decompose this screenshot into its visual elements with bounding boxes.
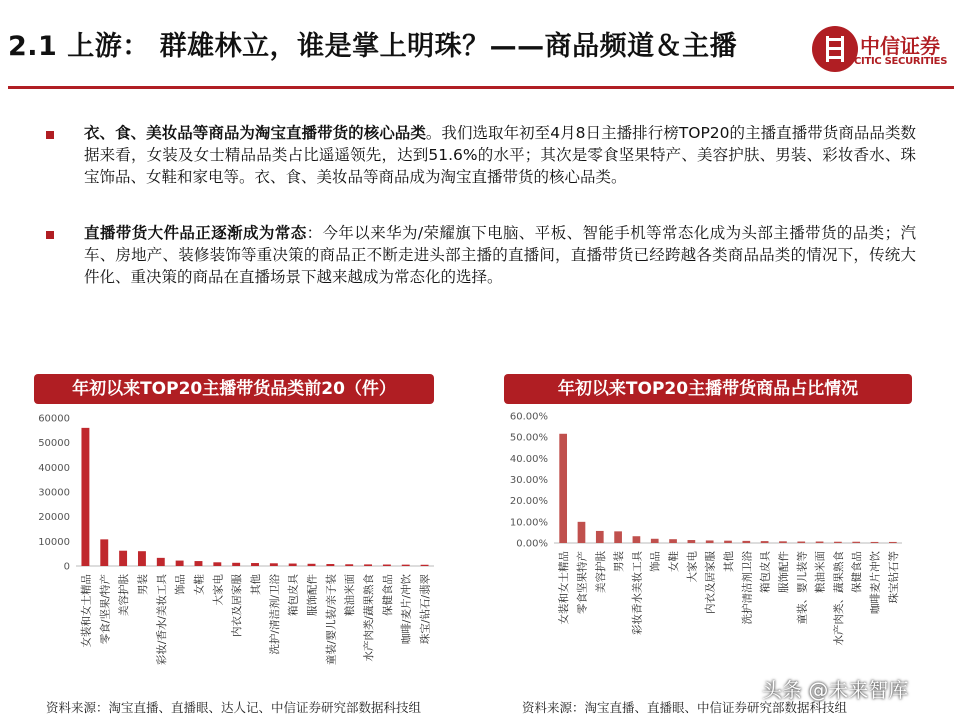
y-tick-label: 60000	[38, 413, 70, 425]
bar-2	[578, 522, 586, 543]
y-tick-label: 10000	[38, 536, 70, 548]
bar-17	[383, 565, 391, 566]
bar-17	[852, 542, 860, 543]
category-label: 美容护肤	[594, 551, 607, 593]
category-label: 零食/坚果/特产	[99, 574, 112, 645]
bullet-1-text: 。我们选取年初至4月8日主播排行榜TOP20的主播直播带货商品品类数据来看，女装及女士精品品类占比遥遥领先，达到51.6%的水平；其次是零食坚果特产、美容护肤、男装、彩妆香水、珠宝饰品、女鞋和家电等。衣、食、美妆品等商品成为淘宝直播带货的核心品类。	[84, 124, 916, 186]
toutiao-watermark: 头条 @未来智库	[762, 678, 909, 702]
category-label: 咖啡麦片冲饮	[869, 551, 882, 614]
bar-8	[688, 540, 696, 543]
category-label: 水产肉类、蔬果熟食	[832, 551, 845, 646]
bar-13	[779, 541, 787, 543]
category-label: 女装和女士精品	[80, 574, 93, 648]
right-chart-title: 年初以来TOP20主播带货商品占比情况	[504, 374, 912, 404]
logo-chinese-name: 中信证券	[860, 34, 940, 58]
bar-11	[742, 541, 750, 543]
bar-18	[402, 565, 410, 566]
y-tick-label: 0	[63, 561, 70, 573]
y-tick-label: 40000	[38, 462, 70, 474]
bullet-2-text: ：今年以来华为/荣耀旗下电脑、平板、智能手机等常态化成为头部主播带货的品类；汽车、房地产、装修装饰等重决策的商品正不断走进头部主播的直播间，直播带货已经跨越各类商品品类的情况下，传统大件化、重决策的商品在直播场景下越来越成为常态化的选择。	[84, 224, 916, 286]
category-label: 内衣及居家服	[231, 574, 244, 637]
right-bar-chart	[500, 404, 920, 694]
category-label: 零食坚果特产	[576, 551, 589, 614]
category-label: 服饰配件	[306, 574, 319, 616]
header-divider	[8, 86, 954, 89]
category-label: 保健食品	[381, 574, 394, 616]
citic-logo	[812, 26, 952, 76]
category-label: 珠宝钻石等	[887, 551, 900, 604]
bar-18	[871, 542, 879, 543]
bar-1	[559, 434, 567, 543]
bar-15	[816, 542, 824, 543]
bar-6	[176, 561, 184, 566]
category-label: 洗护清洁剂卫浴	[741, 551, 754, 625]
y-tick-label: 20000	[38, 512, 70, 524]
y-tick-label: 20.00%	[509, 496, 548, 508]
bullet-2-heading: 直播带货大件品正逐渐成为常态	[84, 224, 307, 242]
category-label: 保健食品	[851, 551, 864, 593]
left-chart-source: 资料来源：淘宝直播、直播眼、达人记、中信证券研究部数据科技组	[46, 700, 422, 715]
category-label: 箱包皮具	[287, 574, 300, 616]
bar-3	[119, 551, 127, 566]
bar-3	[596, 531, 604, 543]
category-label: 彩妆/香水/美妆工具	[155, 574, 168, 666]
bar-9	[232, 563, 240, 566]
bar-7	[669, 539, 677, 543]
category-label: 女装和女士精品	[558, 551, 571, 625]
category-label: 男装	[613, 551, 626, 572]
category-label: 饰品	[174, 574, 187, 595]
page-title: 2.1 上游： 群雄林立，谁是掌上明珠？——商品频道＆主播	[8, 31, 738, 62]
bar-16	[364, 564, 372, 566]
bar-4	[614, 531, 622, 543]
bullet-paragraph-2	[84, 222, 916, 288]
category-label: 童装、婴儿装等	[796, 551, 809, 625]
bar-19	[889, 542, 897, 543]
bar-4	[138, 551, 146, 566]
citic-emblem-icon	[812, 26, 858, 72]
category-label: 童装/婴儿装/亲子装	[325, 574, 338, 666]
bar-14	[797, 542, 805, 543]
category-label: 饰品	[649, 551, 662, 572]
category-label: 粮油米面	[344, 574, 357, 616]
bar-12	[761, 541, 769, 543]
y-tick-label: 10.00%	[509, 517, 548, 529]
bar-5	[633, 536, 641, 543]
bar-14	[326, 564, 334, 566]
category-label: 咖啡/麦片/冲饮	[400, 574, 413, 645]
y-tick-label: 30000	[38, 487, 70, 499]
bar-19	[421, 565, 429, 566]
bullet-marker-icon	[46, 231, 54, 239]
y-tick-label: 50000	[38, 438, 70, 450]
bullet-1-heading: 衣、食、美妆品等商品为淘宝直播带货的核心品类	[84, 124, 426, 142]
category-label: 其他	[723, 551, 735, 572]
category-label: 箱包皮具	[759, 551, 772, 593]
category-label: 大家电	[686, 551, 699, 583]
category-label: 女鞋	[193, 574, 206, 595]
category-label: 男装	[136, 574, 149, 595]
y-tick-label: 60.00%	[509, 411, 548, 423]
bar-12	[289, 564, 297, 566]
bar-5	[157, 558, 165, 566]
category-label: 粮油米面	[814, 551, 827, 593]
bar-7	[195, 561, 203, 566]
y-tick-label: 0.00%	[516, 538, 548, 550]
category-label: 美容护肤	[118, 574, 131, 616]
bar-13	[308, 564, 316, 566]
y-tick-label: 50.00%	[509, 432, 548, 444]
bullet-paragraph-1	[84, 122, 916, 188]
y-tick-label: 30.00%	[509, 475, 548, 486]
bar-1	[81, 428, 89, 566]
logo-english-name: CITIC SECURITIES	[854, 56, 948, 67]
category-label: 其他	[250, 574, 262, 595]
category-label: 女鞋	[668, 551, 681, 572]
category-label: 水产肉类/蔬果熟食	[363, 574, 376, 662]
category-label: 珠宝/钻石/翡翠	[419, 574, 432, 645]
bar-10	[251, 563, 259, 566]
y-tick-label: 40.00%	[509, 453, 548, 465]
category-label: 服饰配件	[777, 551, 790, 593]
bar-2	[100, 539, 108, 566]
bar-16	[834, 542, 842, 543]
left-bar-chart	[30, 404, 450, 694]
bar-9	[706, 540, 714, 543]
bullet-marker-icon	[46, 131, 54, 139]
category-label: 彩妆香水美妆工具	[631, 551, 644, 635]
category-label: 大家电	[212, 574, 225, 606]
left-chart-title: 年初以来TOP20主播带货品类前20（件）	[34, 374, 434, 404]
right-chart-source: 资料来源：淘宝直播、直播眼、中信证券研究部数据科技组	[522, 700, 848, 715]
bar-15	[345, 564, 353, 566]
bar-6	[651, 539, 659, 543]
bar-11	[270, 563, 278, 566]
bar-10	[724, 541, 732, 543]
category-label: 内衣及居家服	[704, 551, 717, 614]
category-label: 洗护/清洁剂/卫浴	[268, 574, 281, 655]
bar-8	[213, 562, 221, 566]
